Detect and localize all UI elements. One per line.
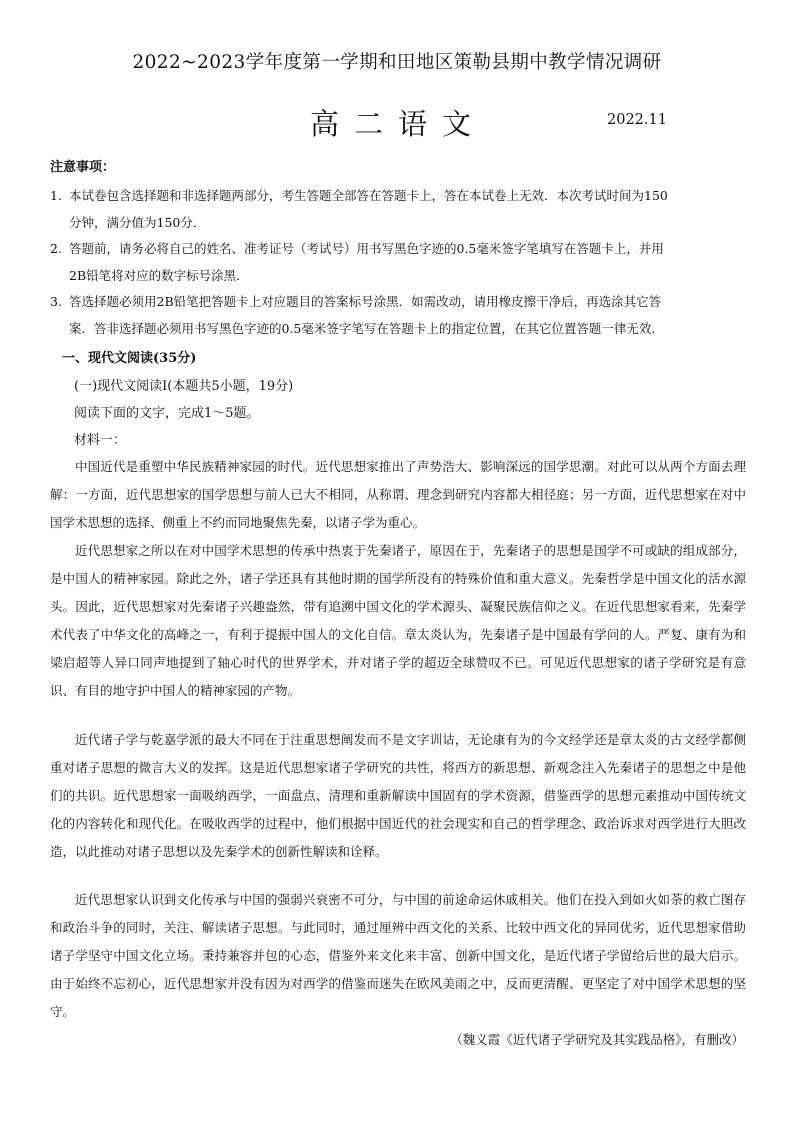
notice-item-continuation: 2B铅笔将对应的数字标号涂黑． [69,268,249,283]
notice-heading: 注意事项： [50,160,116,175]
notice-item-text: 本试卷包含选择题和非选择题两部分，考生答题全部答在答题卡上，答在本试卷上无效．本次考试时间为150 [69,188,668,203]
notice-item-2 [50,235,746,289]
notice-item-number: 2. [50,241,62,256]
notice-item-3 [50,288,746,342]
passage-paragraph-3: 近代诸子学与乾嘉学派的最大不同在于注重思想阐发而不是文字训诂，无论康有为的今文经学还是章太炎的古文经学都侧重对诸子思想的微言大义的发挥。这是近代思想家诸子学研究的共性，将西方的新思想、新观念注入先秦诸子的思想之中是他们的共识。近代思想家一面吸纳西学，一面盘点、清理和重新解读中国固有的学术资源，借鉴西学的思想元素推动中国传统文化的内容转化和现代化。在吸收西学的过程中，他们根据中国近代的社会现实和自己的哲学理念、政治诉求对西学进行大胆改造，以此推动对诸子思想以及先秦学术的创新性解读和诠释。 [50,732,746,859]
source-citation: （魏义霞《近代诸子学研究及其实践品格》，有删改） [450,1032,744,1047]
notice-item-continuation: 案．答非选择题必须用书写黑色字迹的0.5毫米签字笔写在答题卡上的指定位置，在其它位置答题一律无效． [69,321,664,336]
passage-paragraph-2: 近代思想家之所以在对中国学术思想的传承中热衷于先秦诸子，原因在于，先秦诸子的思想是国学不可或缺的组成部分，是中国人的精神家园。除此之外，诸子学还具有其他时期的国学所没有的特殊价值和重大意义。先秦哲学是中国文化的活水源头。因此，近代思想家对先秦诸子兴趣盎然，带有追溯中国文化的学术源头、凝聚民族信仰之义。在近代思想家看来，先秦学术代表了中华文化的高峰之一，有利于提振中国人的文化自信。章太炎认为，先秦诸子是中国最有学问的人。严复、康有为和梁启超等人异口同声地提到了轴心时代的世界学术，并对诸子学的超迈全球赞叹不已。可见近代思想家的诸子学研究是有意识、有目的地守护中国人的精神家园的产物。 [50,543,746,698]
notice-item-1 [50,182,746,236]
reading-instruction: 阅读下面的文字，完成1～5题。 [74,406,260,421]
notice-item-text: 答题前，请务必将自己的姓名、准考证号（考试号）用书写黑色字迹的0.5毫米签字笔填写在答题卡上，并用 [69,241,664,256]
notice-item-number: 1. [50,188,62,203]
notice-item-number: 3. [50,294,62,309]
subject-title: 高二语文 [310,107,487,141]
passage-paragraph-1: 中国近代是重塑中华民族精神家园的时代。近代思想家推出了声势浩大、影响深远的国学思潮。对此可以从两个方面去理解：一方面，近代思想家的国学思想与前人已大不相同，从称谓、理念到研究内容都大相径庭；另一方面，近代思想家在对中国学术思想的选择、侧重上不约而同地聚焦先秦，以诸子学为重心。 [50,459,746,530]
passage-paragraph-4: 近代思想家认识到文化传承与中国的强弱兴衰密不可分，与中国的前途命运休戚相关。他们在投入到如火如荼的救亡图存和政治斗争的同时，关注、解读诸子思想。与此同时，通过厘辨中西文化的关系、比较中西文化的异同优劣，近代思想家借助诸子学坚守中国文化立场。秉持兼容并包的心态，借鉴外来文化来丰富、创新中国文化，是近代诸子学留给后世的最大启示。由于始终不忘初心，近代思想家并没有因为对西学的借鉴而迷失在欧风美雨之中，反而更清醒、更坚定了对中国学术思想的坚守。 [50,892,746,1019]
material-label: 材料一： [74,433,127,448]
title-row [0,102,794,141]
exam-title: 2022~2023学年度第一学期和田地区策勒县期中教学情况调研 [132,52,662,73]
notice-item-continuation: 分钟，满分值为150分． [69,215,206,230]
subsection-title: (一)现代文阅读Ⅰ(本题共5小题，19分) [74,379,294,394]
section-title: 一、现代文阅读(35分) [62,351,197,366]
exam-date: 2022.11 [607,112,667,128]
notice-item-text: 答选择题必须用2B铅笔把答题卡上对应题目的答案标号涂黑．如需改动，请用橡皮擦干净后，再选涂其它答 [69,294,662,309]
